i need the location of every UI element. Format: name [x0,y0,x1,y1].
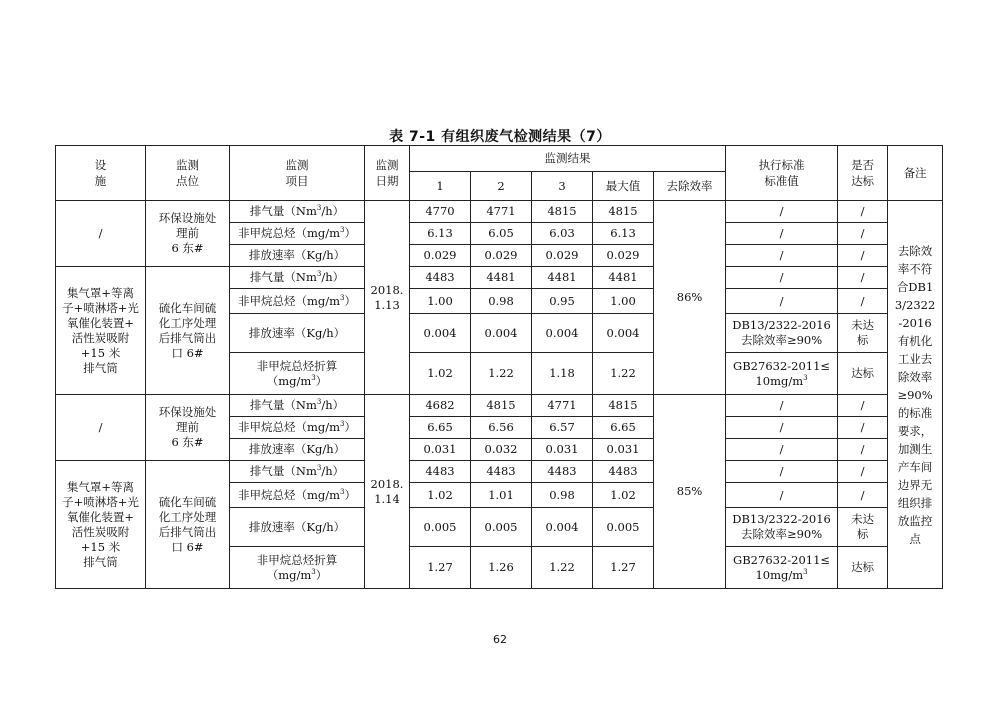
value-cell: 4483 [593,461,654,483]
standard-cell: / [726,223,838,245]
item-label: 排放速率（Kg/h） [230,245,365,267]
value-cell: 1.02 [410,353,471,395]
value-cell: 1.22 [471,353,532,395]
point-cell: 环保设施处 理前 6 东# [146,201,230,267]
value-cell: 4770 [410,201,471,223]
value-cell: 4481 [532,267,593,289]
standard-cell: / [726,267,838,289]
item-label: 排放速率（Kg/h） [230,314,365,353]
value-cell: 0.004 [532,314,593,353]
standard-cell: / [726,245,838,267]
value-cell: 4483 [471,461,532,483]
header-results: 监测结果 [410,146,726,172]
header-n1: 1 [410,172,471,201]
value-cell: 1.22 [593,353,654,395]
pass-cell: / [838,439,888,461]
item-label: 非甲烷总烃$(mg/m^3)$ [230,483,365,508]
value-cell: 1.26 [471,547,532,589]
value-cell: 0.029 [532,245,593,267]
header-n2: 2 [471,172,532,201]
item-label: 排气量（Nm$^3$/h） [230,201,365,223]
value-cell: 6.13 [410,223,471,245]
pass-cell: 达标 [838,353,888,395]
header-n3: 3 [532,172,593,201]
value-cell: 1.18 [532,353,593,395]
table-row [56,461,943,483]
item-label: 排放速率（Kg/h） [230,508,365,547]
standard-cell: DB13/2322-2016 去除效率≥90% [726,314,838,353]
point-cell: 硫化车间硫 化工序处理 后排气筒出 口 6# [146,461,230,589]
value-cell: 0.98 [471,289,532,314]
value-cell: 0.031 [593,439,654,461]
header-date: 监测 日期 [365,146,410,201]
value-cell: 0.98 [532,483,593,508]
value-cell: 0.005 [410,508,471,547]
item-label: 排气量（Nm$^3$/h） [230,267,365,289]
value-cell: 1.00 [593,289,654,314]
standard-cell: / [726,439,838,461]
pass-cell: / [838,223,888,245]
value-cell: 1.27 [410,547,471,589]
standard-cell: GB27632-2011≤ $10mg/m^3$ [726,547,838,589]
header-max: 最大值 [593,172,654,201]
point-cell: 环保设施处 理前 6 东# [146,395,230,461]
value-cell: 1.00 [410,289,471,314]
value-cell: 0.004 [410,314,471,353]
header-remark: 备注 [888,146,943,201]
date-cell: 2018. 1.13 [365,201,410,395]
value-cell: 0.005 [471,508,532,547]
item-label: 排气量（Nm$^3$/h） [230,395,365,417]
value-cell: 1.02 [410,483,471,508]
value-cell: 6.65 [593,417,654,439]
value-cell: 6.05 [471,223,532,245]
item-label: 非甲烷总烃折算 $(mg/m^3)$ [230,353,365,395]
value-cell: 0.032 [471,439,532,461]
value-cell: 1.01 [471,483,532,508]
standard-cell: / [726,201,838,223]
item-label: 排放速率（Kg/h） [230,439,365,461]
standard-cell: / [726,289,838,314]
value-cell: 0.005 [593,508,654,547]
header-point: 监测 点位 [146,146,230,201]
facility-cell: / [56,201,146,267]
value-cell: 0.031 [532,439,593,461]
value-cell: 4815 [593,201,654,223]
value-cell: 4483 [532,461,593,483]
header-pass: 是否 达标 [838,146,888,201]
pass-cell: 未达 标 [838,314,888,353]
value-cell: 4771 [471,201,532,223]
pass-cell: / [838,483,888,508]
table-row [56,395,943,417]
table-row [56,201,943,223]
value-cell: 0.004 [532,508,593,547]
value-cell: 1.02 [593,483,654,508]
value-cell: 4481 [471,267,532,289]
value-cell: 4771 [532,395,593,417]
pass-cell: / [838,461,888,483]
facility-cell: / [56,395,146,461]
value-cell: 4815 [532,201,593,223]
header-facility: 设 施 [56,146,146,201]
facility-cell: 集气罩+等离 子+喷淋塔+光 氧催化装置+ 活性炭吸附 +15 米 排气筒 [56,267,146,395]
facility-cell: 集气罩+等离 子+喷淋塔+光 氧催化装置+ 活性炭吸附 +15 米 排气筒 [56,461,146,589]
header-item: 监测 项目 [230,146,365,201]
pass-cell: / [838,395,888,417]
value-cell: 1.22 [532,547,593,589]
header-removal: 去除效率 [654,172,726,201]
value-cell: 6.57 [532,417,593,439]
header-standard: 执行标准 标准值 [726,146,838,201]
pass-cell: / [838,267,888,289]
standard-cell: / [726,417,838,439]
value-cell: 6.13 [593,223,654,245]
item-label: 非甲烷总烃$(mg/m^3)$ [230,289,365,314]
value-cell: 6.65 [410,417,471,439]
value-cell: 1.27 [593,547,654,589]
value-cell: 6.56 [471,417,532,439]
page-number: 62 [493,633,507,646]
point-cell: 硫化车间硫 化工序处理 后排气筒出 口 6# [146,267,230,395]
item-label: 非甲烷总烃$(mg/m^3)$ [230,417,365,439]
remark-cell: 去除效率不符合DB13/2322-2016有机化工业去除效率≥90%的标准要求，加测生产车间边界无组织排放监控点 [888,201,943,589]
value-cell: 0.004 [593,314,654,353]
date-cell: 2018. 1.14 [365,395,410,589]
value-cell: 4815 [471,395,532,417]
standard-cell: / [726,483,838,508]
value-cell: 0.031 [410,439,471,461]
value-cell: 6.03 [532,223,593,245]
value-cell: 4483 [410,461,471,483]
value-cell: 0.029 [410,245,471,267]
value-cell: 4483 [410,267,471,289]
value-cell: 4682 [410,395,471,417]
removal-cell: 86% [654,201,726,395]
pass-cell: 未达 标 [838,508,888,547]
value-cell: 0.029 [593,245,654,267]
standard-cell: / [726,461,838,483]
standard-cell: DB13/2322-2016 去除效率≥90% [726,508,838,547]
pass-cell: / [838,417,888,439]
value-cell: 0.029 [471,245,532,267]
removal-cell: 85% [654,395,726,589]
pass-cell: / [838,245,888,267]
table-row [56,267,943,289]
pass-cell: / [838,289,888,314]
emission-results-table [55,145,943,589]
standard-cell: / [726,395,838,417]
standard-cell: GB27632-2011≤ $10mg/m^3$ [726,353,838,395]
pass-cell: / [838,201,888,223]
value-cell: 0.004 [471,314,532,353]
value-cell: 4815 [593,395,654,417]
value-cell: 4481 [593,267,654,289]
value-cell: 0.95 [532,289,593,314]
item-label: 非甲烷总烃折算 $(mg/m^3)$ [230,547,365,589]
pass-cell: 达标 [838,547,888,589]
item-label: 非甲烷总烃$(mg/m^3)$ [230,223,365,245]
table-title: 表 7-1 有组织废气检测结果（7） [389,129,611,145]
item-label: 排气量（Nm$^3$/h） [230,461,365,483]
